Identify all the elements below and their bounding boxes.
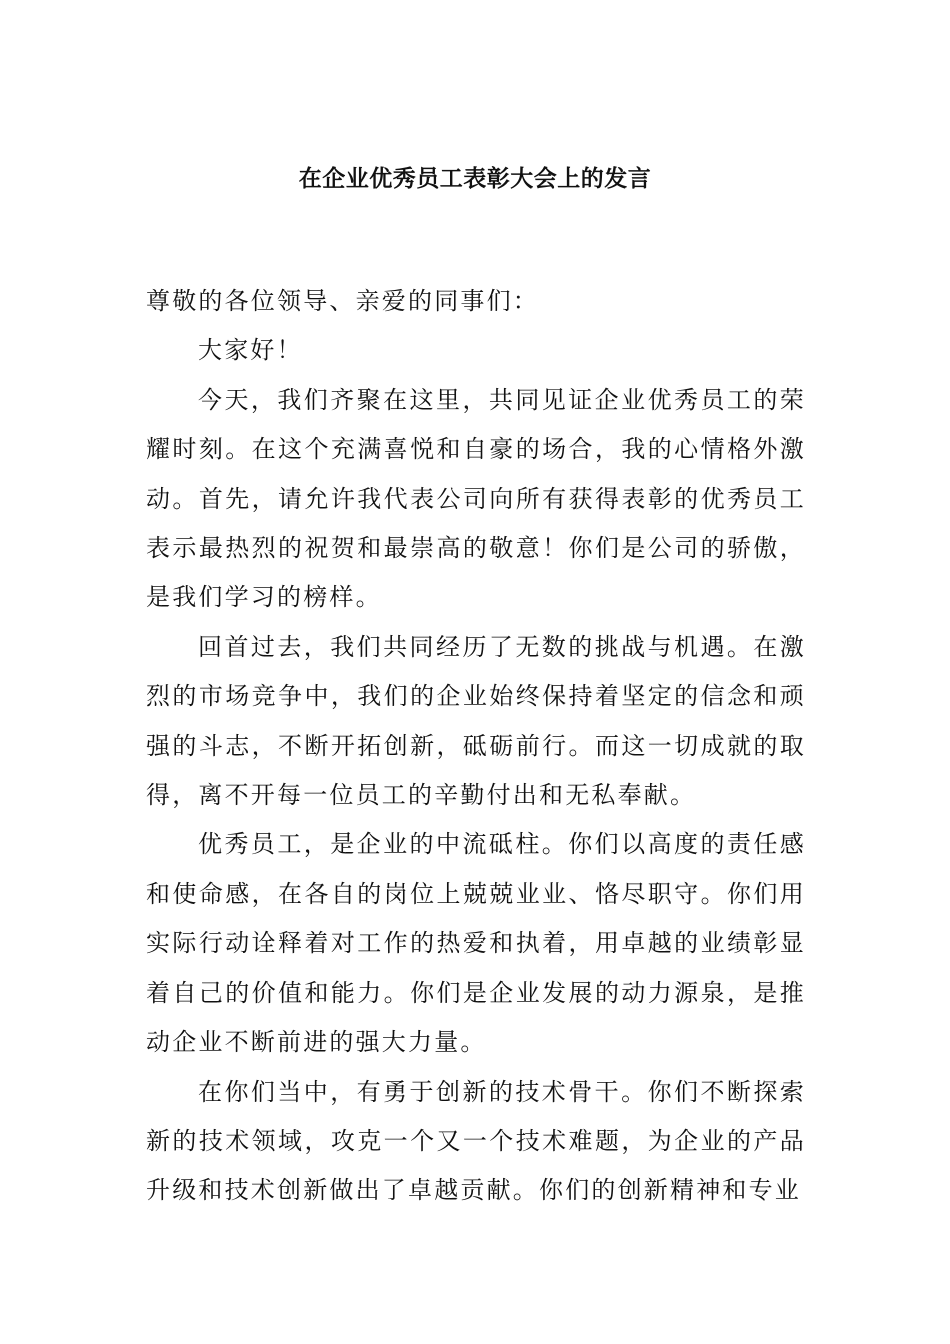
paragraph: 优秀员工，是企业的中流砥柱。你们以高度的责任感和使命感，在各自的岗位上兢兢业业、恪尽职守。你们用实际行动诠释着对工作的热爱和执着，用卓越的业绩彰显着自己的价值和能力。你们是企业发展的动力源泉，是推动企业不断前进的强大力量。: [146, 830, 806, 1057]
paragraph: 回首过去，我们共同经历了无数的挑战与机遇。在激烈的市场竞争中，我们的企业始终保持着坚定的信念和顽强的斗志，不断开拓创新，砥砺前行。而这一切成就的取得，离不开每一位员工的辛勤付出和无私奉献。: [146, 632, 806, 810]
document-title: 在企业优秀员工表彰大会上的发言: [298, 166, 652, 192]
greeting: 大家好！: [198, 336, 303, 365]
salutation: 尊敬的各位领导、亲爱的同事们：: [146, 287, 539, 315]
document-body: [146, 277, 806, 1216]
paragraph: 在你们当中，有勇于创新的技术骨干。你们不断探索新的技术领域，攻克一个又一个技术难题，为企业的产品升级和技术创新做出了卓越贡献。你们的创新精神和专业: [146, 1077, 806, 1205]
paragraph: 今天，我们齐聚在这里，共同见证企业优秀员工的荣耀时刻。在这个充满喜悦和自豪的场合，我的心情格外激动。首先，请允许我代表公司向所有获得表彰的优秀员工表示最热烈的祝贺和最崇高的敬意！你们是公司的骄傲，是我们学习的榜样。: [146, 385, 806, 612]
